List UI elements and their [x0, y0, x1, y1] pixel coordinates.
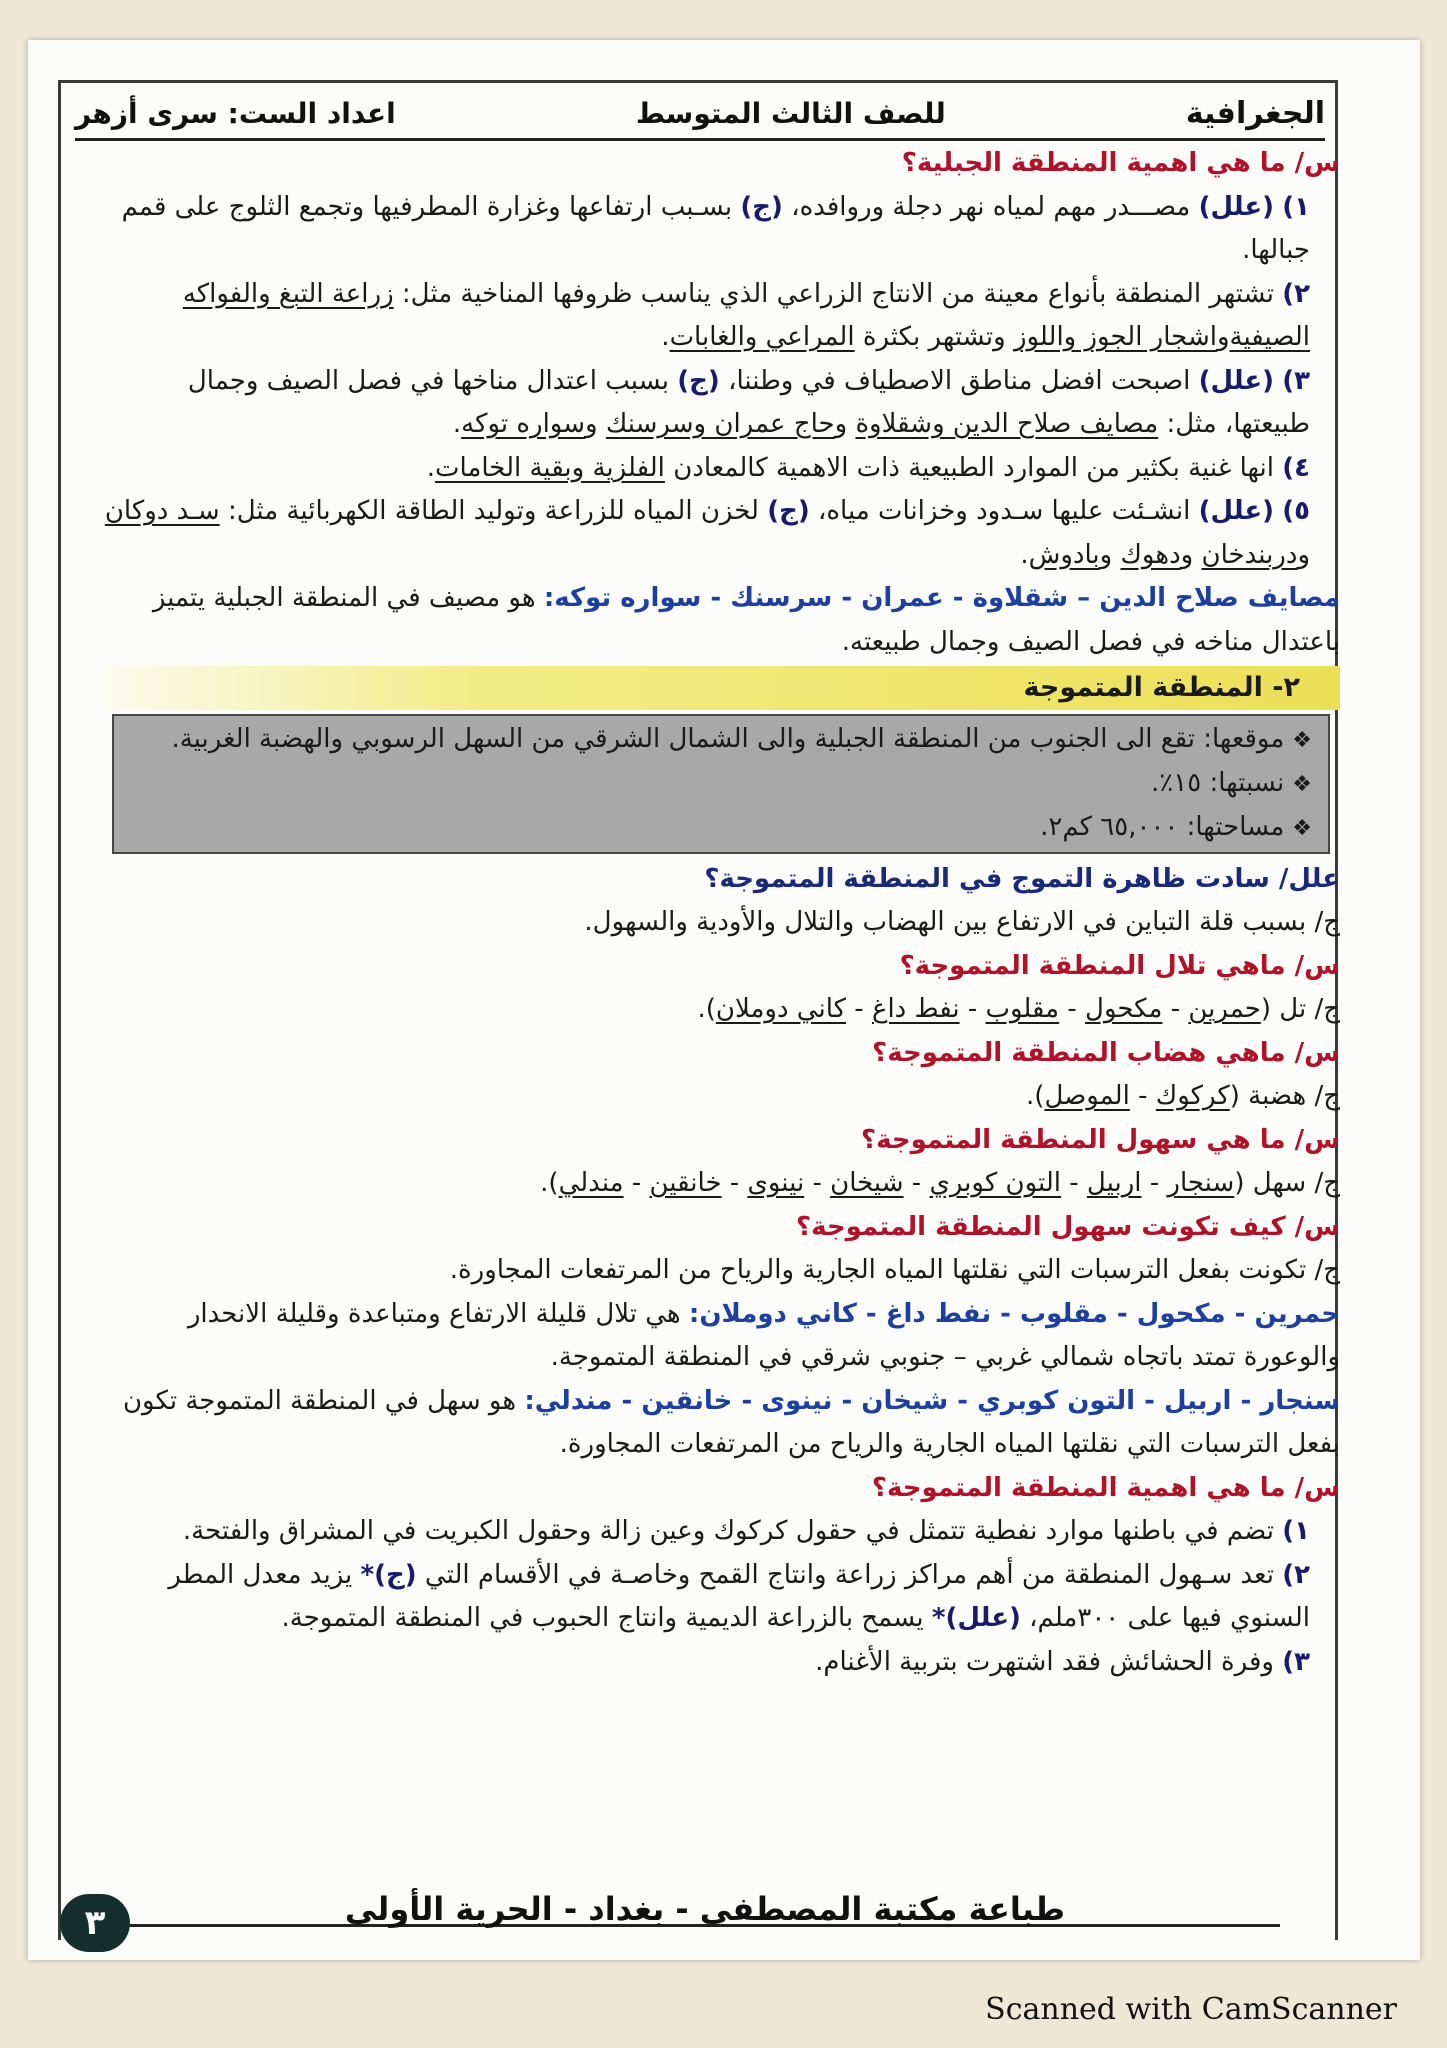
page-content: [100, 142, 1340, 1882]
hills-question: س/ ماهي تلال المنطقة المتموجة؟: [899, 950, 1340, 981]
point-text: تشتهر المنطقة بأنواع معينة من الانتاج الزراعي الذي يناسب ظروفها المناخية مثل:: [401, 278, 1274, 309]
point-text: وفرة الحشائش فقد اشتهرت بتربية الأغنام.: [815, 1646, 1274, 1677]
underlined-term: المراعي والغابات: [669, 322, 855, 352]
info-percentage: [124, 762, 1312, 806]
underlined-term: حاج عمران وسرسنك: [605, 409, 835, 439]
point-number: ٢): [1282, 1559, 1310, 1590]
answer-prefix: ج/ تل (: [1260, 994, 1340, 1024]
undulating-point-3: [100, 1641, 1340, 1685]
separator: -: [846, 994, 872, 1024]
plateau-name: كركوك: [1155, 1081, 1230, 1111]
subject-title: الجغرافية: [1185, 95, 1325, 131]
hill-name: كاني دوملان: [715, 994, 847, 1024]
underlined-term: دهوك: [1120, 539, 1181, 570]
answer-tag: (ج): [740, 191, 783, 222]
wave-reason-answer: ج/ بسبب قلة التباين في الارتفاع بين الهضاب والتلال والأودية والسهول.: [584, 907, 1340, 937]
answer-suffix: ).: [697, 994, 716, 1024]
hill-name: مكحول: [1085, 994, 1163, 1024]
plain-name: التون كوبري: [929, 1168, 1061, 1198]
point-text: مصـــدر مهم لمياه نهر دجلة وروافده،: [791, 191, 1191, 222]
point-text: و: [1099, 539, 1113, 570]
why-tag: (علل): [1198, 365, 1274, 396]
definition-text: هو سهل في المنطقة المتموجة تكون بفعل الترسبات التي نقلتها المياه الجارية والرياح من المرتفعات المجاورة.: [122, 1385, 1340, 1459]
info-text: موقعها: تقع الى الجنوب من المنطقة الجبلية والى الشمال الشرقي من السهل الرسوبي والهضبة الغربية.: [171, 723, 1285, 754]
mountain-point-1: [100, 186, 1340, 273]
separator: -: [903, 1168, 930, 1198]
why-tag: (علل)*: [931, 1603, 1021, 1633]
plains-definition: [100, 1380, 1340, 1467]
point-number: ٣): [1282, 365, 1310, 396]
page-header: [75, 88, 1325, 141]
undulating-importance-question: س/ ما هي اهمية المنطقة المتموجة؟: [871, 1472, 1340, 1503]
plains-formation-answer: ج/ تكونت بفعل الترسبات التي نقلتها المياه الجارية والرياح من المرتفعات المجاورة.: [449, 1255, 1340, 1285]
separator: -: [1059, 994, 1086, 1024]
answer-suffix: ).: [540, 1168, 559, 1198]
plain-name: سنجار: [1167, 1168, 1235, 1198]
author-credit: اعداد الست: سرى أزهر: [75, 96, 396, 130]
hill-name: مقلوب: [985, 994, 1060, 1024]
grade-title: للصف الثالث المتوسط: [635, 96, 946, 130]
point-text: و: [1180, 539, 1194, 570]
point-text: تعد سـهول المنطقة من أهم مراكز زراعة وانتاج القمح وخاصـة في الأقسام التي: [424, 1559, 1274, 1590]
point-text: و: [834, 409, 848, 439]
underlined-term: سواره توكه: [461, 409, 586, 439]
definition-term: سنجار - اربيل - التون كوبري - شيخان - نينوى - خانقين - مندلي:: [524, 1385, 1340, 1416]
separator: -: [1162, 994, 1189, 1024]
bullet-star-icon: ❖: [1292, 727, 1312, 753]
plains-formation-question: س/ كيف تكونت سهول المنطقة المتموجة؟: [796, 1211, 1340, 1242]
plain-name: مندلي: [558, 1168, 624, 1198]
info-text: نسبتها: ١٥٪.: [1151, 767, 1285, 798]
answer-tag: (ج): [767, 496, 810, 526]
plateaus-answer: [100, 1075, 1340, 1119]
point-number: ١): [1282, 191, 1310, 222]
wave-reason-question: علل/ سادت ظاهرة التموج في المنطقة المتموجة؟: [704, 863, 1340, 894]
answer-prefix: ج/ سهل (: [1234, 1168, 1340, 1198]
mountain-point-2: [100, 273, 1340, 360]
mountain-point-5: [100, 490, 1340, 577]
plain-name: شيخان: [830, 1168, 904, 1198]
mountain-importance-question: س/ ما هي اهمية المنطقة الجبلية؟: [901, 148, 1340, 178]
mountain-point-3: [100, 360, 1340, 447]
plain-name: نينوى: [747, 1168, 805, 1198]
definition-text: هي تلال قليلة الارتفاع ومتباعدة وقليلة الانحدار والوعورة تمتد باتجاه شمالي غربي – جنوبي شرقي في المنطقة المتموجة.: [187, 1298, 1340, 1372]
info-area: [124, 806, 1312, 850]
why-tag: (علل): [1198, 496, 1274, 526]
underlined-term: اشجار الجوز واللوز: [1013, 322, 1217, 352]
plateau-name: الموصل: [1044, 1081, 1130, 1111]
plain-name: خانقين: [649, 1168, 722, 1198]
point-text: .: [661, 322, 670, 352]
point-number: ٣): [1282, 1646, 1310, 1677]
why-tag: (علل): [1198, 191, 1274, 222]
point-text: .: [426, 452, 436, 483]
point-text: اصبحت افضل مناطق الاصطياف في وطننا،: [728, 365, 1191, 396]
undulating-point-1: [100, 1510, 1340, 1554]
point-text: .: [452, 409, 462, 439]
definition-text: هو مصيف في المنطقة الجبلية يتميز باعتدال مناخه في فصل الصيف وجمال طبيعته.: [152, 583, 1340, 657]
answer-tag: (ج)*: [360, 1559, 417, 1590]
underlined-term: الفلزية وبقية الخامات: [435, 452, 665, 483]
point-text: و: [585, 409, 598, 439]
point-text: و: [1297, 539, 1310, 570]
point-number: ٢): [1282, 278, 1310, 309]
answer-tag: (ج): [677, 365, 720, 396]
separator: -: [804, 1168, 831, 1198]
point-text: بسبب اعتدال مناخها في فصل الصيف وجمال طبيعتها، مثل:: [187, 365, 1310, 439]
answer-suffix: ).: [1026, 1081, 1045, 1111]
mountain-point-4: [100, 447, 1340, 491]
info-location: [124, 718, 1312, 762]
point-text: تضم في باطنها موارد نفطية تتمثل في حقول كركوك وعين زالة وحقول الكبريت في المشراق والفتحة.: [182, 1516, 1274, 1546]
point-text: بسـبب ارتفاعها وغزارة المطرفيها وتجمع الثلوج على قمم جبالها.: [121, 191, 1310, 265]
point-text: وتشتهر بكثرة: [862, 322, 1006, 352]
scanner-watermark: Scanned with CamScanner: [985, 1992, 1397, 2027]
page-number-badge: ٣: [60, 1894, 130, 1952]
point-text: انها غنية بكثير من الموارد الطبيعية ذات الاهمية كالمعادن: [673, 452, 1274, 483]
section-title-undulating: ٢- المنطقة المتموجة: [100, 666, 1340, 710]
separator: -: [623, 1168, 650, 1198]
underlined-term: زراعة التبغ والفواكه الصيفية: [182, 278, 1310, 352]
point-text: و: [1216, 322, 1230, 352]
mountain-resorts-definition: [100, 577, 1340, 664]
separator: -: [1061, 1168, 1087, 1198]
bullet-star-icon: ❖: [1292, 815, 1312, 841]
point-number: ٥): [1282, 496, 1310, 526]
plain-name: اربيل: [1086, 1168, 1142, 1198]
plains-answer: [100, 1162, 1340, 1206]
answer-prefix: ج/ هضبة (: [1229, 1081, 1340, 1111]
point-text: انشـئت عليها سـدود وخزانات مياه،: [818, 496, 1191, 526]
hill-name: نفط داغ: [871, 994, 960, 1024]
printer-credit: طباعة مكتبة المصطفى - بغداد - الحرية الأولى: [344, 1890, 1066, 1928]
hills-answer: [100, 988, 1340, 1032]
point-text: يزيد معدل المطر السنوي فيها على ٣٠٠ملم،: [168, 1559, 1310, 1633]
separator: -: [1129, 1081, 1156, 1111]
point-text: .: [1020, 539, 1029, 570]
separator: -: [721, 1168, 748, 1198]
point-text: يسمح بالزراعة الديمية وانتاج الحبوب في المنطقة المتموجة.: [281, 1603, 924, 1633]
point-number: ٤): [1282, 452, 1310, 483]
underlined-term: سـد دوكان: [104, 496, 220, 526]
underlined-term: مصايف صلاح الدين وشقلاوة: [855, 409, 1159, 439]
bullet-star-icon: ❖: [1292, 771, 1312, 797]
page-footer: [60, 1890, 1350, 1960]
definition-term: حمرين - مكحول - مقلوب - نفط داغ - كاني دوملان:: [688, 1298, 1340, 1329]
underlined-term: بادوش: [1028, 539, 1100, 570]
plateaus-question: س/ ماهي هضاب المنطقة المتموجة؟: [872, 1037, 1340, 1068]
separator: -: [1141, 1168, 1168, 1198]
underlined-term: دربندخان: [1201, 539, 1298, 570]
info-text: مساحتها: ٦٥,٠٠٠ كم٢.: [1040, 811, 1285, 842]
hill-name: حمرين: [1188, 994, 1261, 1024]
separator: -: [959, 994, 986, 1024]
point-text: لخزن المياه للزراعة وتوليد الطاقة الكهربائية مثل:: [227, 496, 759, 526]
undulating-info-box: [112, 714, 1330, 854]
point-number: ١): [1282, 1516, 1310, 1546]
definition-term: مصايف صلاح الدين – شقلاوة - عمران - سرسنك - سواره توكه:: [543, 583, 1340, 613]
undulating-point-2: [100, 1554, 1340, 1641]
hills-definition: [100, 1293, 1340, 1380]
plains-question: س/ ما هي سهول المنطقة المتموجة؟: [861, 1124, 1340, 1155]
